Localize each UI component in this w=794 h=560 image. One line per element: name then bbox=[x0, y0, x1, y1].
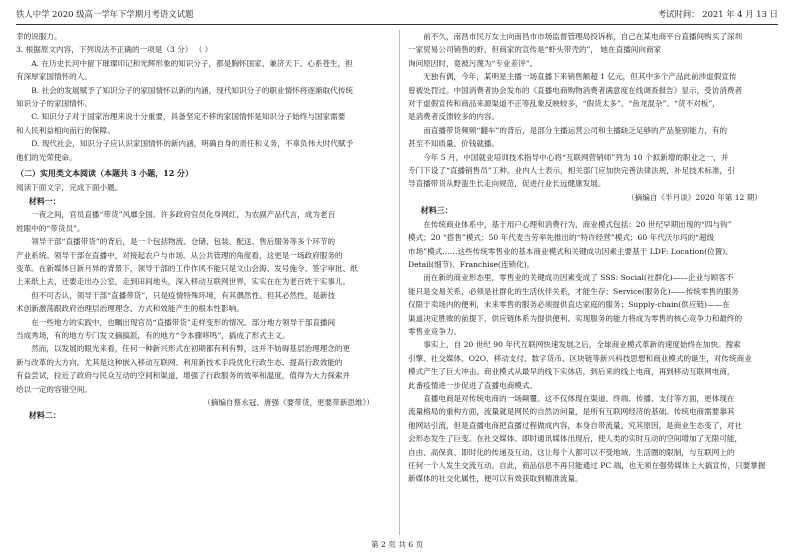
text-line: 新与改革的大方向。尤其是这种嵌入移动互联网、利用新技术手段优化行政生态、提高行政效能的 bbox=[16, 357, 343, 367]
text-line: 而直播带货频频“翻车”的背后，是部分主播运营公司和主播缺乏足够的产品鉴别能力，有的 bbox=[423, 125, 728, 135]
text-line: 对于虚假宣传和商品来源渠道不正等乱象反映较多，“假货太多”、“鱼龙混杂”、“货不对板”， bbox=[408, 99, 720, 109]
text-line: 市场”模式……这些传统零售业的基本商业模式和关键成功因素主要基于 LDF: Location(位置)、 bbox=[408, 246, 733, 256]
question-stem: 3. 根据原文内容，下列说法不正确的一项是（3 分） （ ） bbox=[16, 45, 213, 55]
text-line: 专门下设了“直播销售员”工种。业内人士表示，相关部门应加快完善法律法规，补足技术标准，引 bbox=[408, 166, 735, 176]
text-line: 新媒体的社交化属性，便可以有效获取到精准流量。 bbox=[408, 474, 583, 484]
text-line: 流量格局的重构方面，流量就是网民的自然访问量，是所有互联网经济的基础。传统电商需要靠其 bbox=[408, 407, 735, 417]
option-a: A. 在历史长河中留下璀璨印记和光辉形象的知识分子，都是胸怀国家、兼济天下、心系苍生，担 bbox=[31, 58, 353, 68]
source-citation: （摘编自《半月谈》2020 年第 12 期） bbox=[627, 192, 762, 202]
column-divider bbox=[399, 30, 400, 535]
source-citation: （摘编自蔡永冠、唐强《要带货，更要带新思维》） bbox=[203, 397, 374, 407]
text-line: 一夜之间，官员直播“带货”风靡全国。许多政府官员化身网红，为农副产品代言，成为老百 bbox=[31, 210, 336, 220]
text-line: 在一些地方的实践中，也瞩出现官员“直播带货”走样变形的情况。部分地方领导干部直播间 bbox=[31, 317, 336, 327]
text-line: 知识分子的家国情怀。 bbox=[16, 99, 92, 109]
text-line: 领导干部“直播带货”的背后，是一个包括物流、仓储、包装、配送、售后服务等多个环节的 bbox=[31, 237, 336, 247]
text-line: 此番疫情进一步促进了直播电商模式。 bbox=[408, 380, 538, 390]
material-one-label: 材料一： bbox=[28, 195, 61, 206]
text-line: 直播电商是对传统电商的一场颠覆。这不仅体现在渠道、终端、传播、支付等方面，更体现在 bbox=[423, 393, 735, 403]
text-line: 甚至不知质量、价钱就播。 bbox=[408, 139, 500, 149]
text-line: 无独有偶，今年，某明星主播一场直播下来销售额超 1 亿元，但其中多个产品此前涉虚假宣传 bbox=[423, 72, 737, 82]
text-line: 当成秀场，有的地方专门发文摘搞派，有的地方“令本骤哆鸣”，搞成了形式主义。 bbox=[16, 330, 290, 340]
text-line: 在传统商业体系中，基于用户心理和消费行为，商业模式包括：20 世纪早期出现的“四与钩” bbox=[423, 219, 732, 229]
text-line: 他网站引流，但是直播电商把直播过程做成内容，本身自带流量。究其原因，是商业生态变了，对社 bbox=[408, 420, 743, 430]
option-d: D. 现代社会，知识分子应认识家国情怀的新内涵，明确自身的责任和义务，不辜负伟大时代赋予 bbox=[31, 139, 354, 149]
text-line: 有深厚家国情怀的人。 bbox=[16, 72, 92, 82]
text-line: 他们的光荣使命。 bbox=[16, 152, 77, 162]
text-line: 引擎、社交媒体、O2O、移动支付、数字货币、区块链等新兴科技思想和商业模式的诞生，对传统商业 bbox=[408, 353, 752, 363]
text-line: 前不久，南昌市民万女士向南昌市市场监督管理局投诉称，自己在某电商平台直播间购买了深圳 bbox=[423, 32, 743, 41]
text-line: 询问原因时，竟被污蔑为“专业差评”。 bbox=[408, 58, 538, 68]
text-line: 任何一个人发生交流互动。自此，商品信息不再只能通过 PC 端，也无须在强势媒体上大搞宣传，只要掌握 bbox=[408, 461, 766, 470]
text-line: 幸的说服力。 bbox=[16, 32, 62, 41]
text-line: 给以一定的容错空间。 bbox=[16, 384, 92, 394]
text-line: 零售业竞争力。 bbox=[408, 326, 462, 336]
text-line: 会形态发生了巨变。在社交媒体、即时通讯媒体出现后，使人类的实时互动的空间增加了无限可能， bbox=[408, 434, 743, 444]
text-line: 姓眼中的“带货员”。 bbox=[16, 223, 85, 233]
left-column bbox=[16, 30, 392, 423]
text-line: 上来纸上去，还要走出办公室，走到田间地头，深入移动互联网世界，实实在在为老百姓干实事儿。 bbox=[16, 277, 351, 287]
text-line: 然而，以发展的眼光来看，任何一种新兴形式在初期都有利有弊，这并不妨碍基层治理理念的更 bbox=[31, 344, 351, 354]
exam-title: 铁人中学 2020 级高一学年下学期月考语文试题 bbox=[16, 9, 194, 19]
text-line: 渠道决定胜败的前提下，供应链体系为提供便利、实现服务的能力将成为零售的核心竞争力和最终的 bbox=[408, 313, 743, 323]
text-line: 术创新激荡跟政府治理层治理理念、方式和效能产生的根本性影响。 bbox=[16, 304, 244, 314]
text-line: 能只是交易关系，必须是社群化的生活伙伴关系，才能生存；Service(服务化)——传统零售的服务 bbox=[408, 286, 739, 296]
section-heading: （二）实用类文本阅读（本题共 3 小题，12 分） bbox=[16, 168, 194, 179]
text-line: 自由、高保真、即时化的传递及互动。这让每个人都可以不受地域、生活圈的限制，与互联网上的 bbox=[408, 447, 735, 457]
text-line: 仅限于卖场内的便利，未来零售的服务必须提供直达家庭的服务；Supply-chain(供应链)——在 bbox=[408, 300, 730, 310]
text-line: 但不可否认，领导干部“直播带货”，只是疫情特殊环境，有其偶然性。但其必然性，是新技 bbox=[31, 290, 336, 300]
option-b: B. 社会的发展赋予了知识分子的家国情怀以新的内涵，现代知识分子的职业情怀将逐渐取代传统 bbox=[31, 85, 353, 95]
right-column bbox=[408, 30, 780, 486]
text-line: 模式产生了巨大冲击。商业模式从最早的线下实体店，到后来的线上电商，再到移动互联网电商， bbox=[408, 367, 735, 377]
material-three-label: 材料三： bbox=[420, 205, 453, 216]
page-number: 第 2 页 共 6 页 bbox=[370, 540, 424, 549]
text-line: Detail(细节)、Franchise(连锁化)。 bbox=[408, 259, 535, 269]
text-line: 是消费者反馈较多的内容。 bbox=[408, 112, 500, 122]
option-c: C. 知识分子对于国家治理来说十分重要，具备坚定不移的家国情怀是知识分子始终与国家需要 bbox=[31, 112, 346, 122]
text-line: 模式；20 “搭售”模式；50 年代麦当劳率先推出的“特许经营”模式；60 年代沃尔玛的“超级 bbox=[408, 233, 715, 243]
text-line: 曾被处罚过。中国消费者协会发布的《直播电商购物消费者满意度在线调查报告》显示，受访消费者 bbox=[408, 85, 743, 95]
text-line: 今年 5 月，中国就业培训技术指导中心将“互联网营销师”列为 10 个拟新增的职业之一，并 bbox=[423, 152, 729, 162]
text-line: 有益尝试，拉近了政府与民众互动的空间和渠道，增强了行政服务的效率和温度，值得为大力探索并 bbox=[16, 371, 351, 381]
text-line: 产业系统。领导干部在直播中，对接起农户与市场。从公共管理的角度看，这更是一场政府服务的 bbox=[16, 250, 343, 260]
text-line: 变革。在新媒体日新月异的背景下，领导干部的工作作风不能只是文山会海、发号施令、签字审批、纸 bbox=[16, 263, 358, 273]
text-line: 事实上，自 20 世纪 90 年代互联网快速发展之后，全球商业模式革新的速度始终在加快。搜索 bbox=[423, 340, 741, 350]
text-line: 和人民利益相向而行的保障。 bbox=[16, 125, 115, 135]
text-line: 一家贸易公司销售的虾，但商家的宣传是“虾头带壳的”， 她在直播间向商家 bbox=[408, 45, 662, 55]
page-header bbox=[16, 8, 778, 25]
text-line: 导直播带货从野蛮生长走向规范，促进行业长远健康发展。 bbox=[408, 179, 606, 189]
instruction: 阅读下面文字，完成下面小题。 bbox=[16, 183, 123, 193]
exam-date: 考试时间： 2021 年 4 月 13 日 bbox=[657, 9, 778, 19]
text-line: 而在新的商业形态里，零售业的关键成功因素变成了 SSS: Social(社群化)——企业与顾客不 bbox=[423, 273, 734, 283]
material-two-label: 材料二： bbox=[28, 410, 61, 421]
